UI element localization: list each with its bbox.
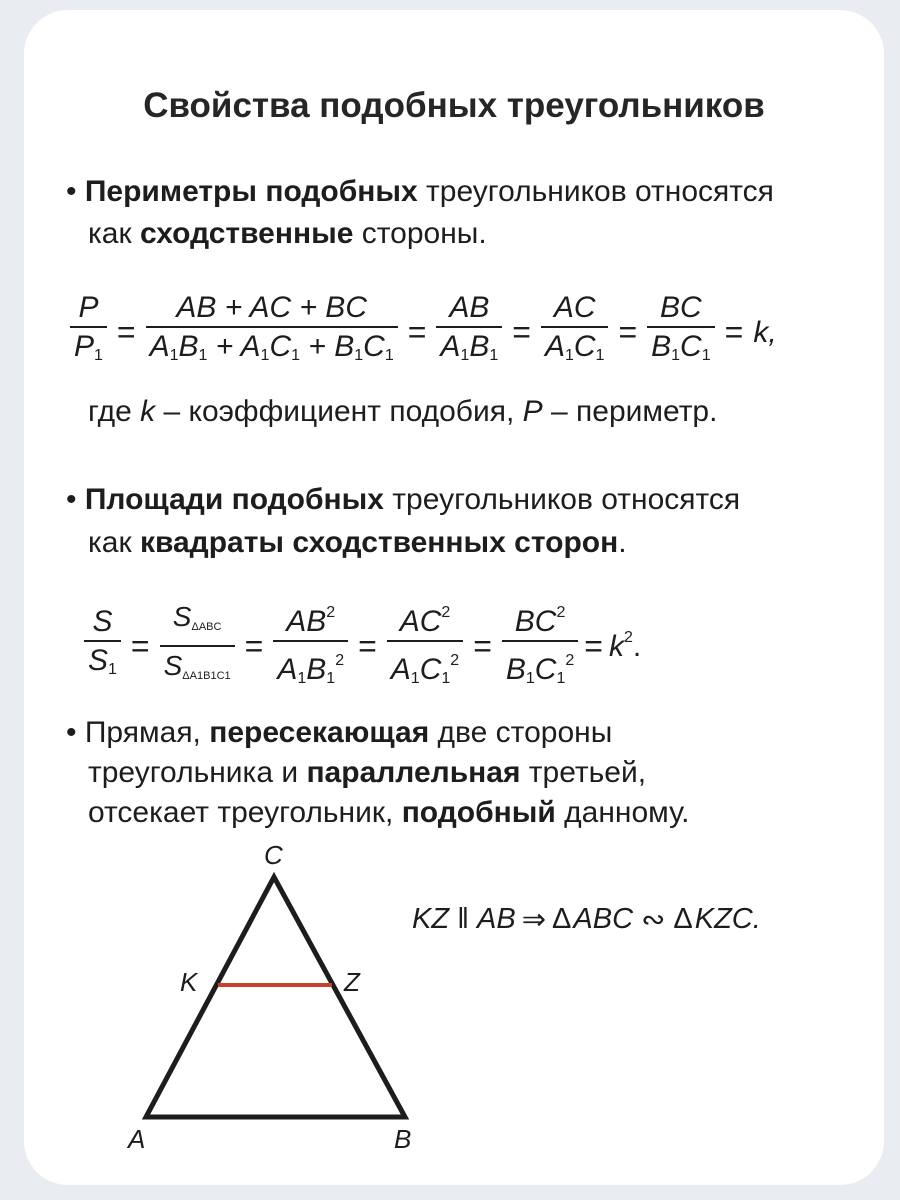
text: отсекает треугольник, xyxy=(88,796,402,829)
text: – периметр. xyxy=(542,395,718,428)
text: где xyxy=(88,395,141,428)
triangle-kzc-text: KZC. xyxy=(694,903,761,935)
equals-sign: = xyxy=(358,628,377,664)
bold-phrase: квадраты сходственных сторон xyxy=(139,526,619,559)
similar-symbol: ∾ xyxy=(641,904,666,936)
equals-sign: = xyxy=(407,314,427,350)
equals-sign: = xyxy=(473,628,492,664)
bold-phrase: Периметры подобных xyxy=(84,175,418,208)
numerator: AC xyxy=(553,291,596,324)
point-k-label: K xyxy=(180,967,198,997)
numerator: AB xyxy=(449,291,490,324)
denominator: $A_1B_1$ xyxy=(436,326,502,375)
equals-sign: = xyxy=(116,314,136,350)
text: третьей, xyxy=(520,756,647,789)
numerator: $BC^2$ xyxy=(514,604,566,638)
denominator: $B_1C_1$ xyxy=(647,326,715,375)
text: . xyxy=(618,526,627,559)
bold-phrase: параллельная xyxy=(306,756,521,789)
triangle-symbol: Δ xyxy=(552,903,572,935)
page-card xyxy=(24,10,884,1185)
text: две стороны xyxy=(429,716,613,749)
equals-sign: = xyxy=(584,628,603,664)
point-z-label: Z xyxy=(344,967,360,997)
bold-phrase: Площади подобных xyxy=(84,483,384,516)
denominator: $A_1C_1^2$ xyxy=(387,640,463,698)
numerator: S xyxy=(92,605,113,638)
bullet: • xyxy=(66,716,77,749)
coefficient-k: k, xyxy=(753,315,777,349)
vertex-a-label: A xyxy=(128,1124,146,1154)
triangle-diagram xyxy=(24,10,884,1185)
text: Прямая, xyxy=(76,716,210,749)
numerator: AB + AC + BC xyxy=(176,291,367,324)
equals-sign: = xyxy=(130,628,150,664)
equals-sign: = xyxy=(724,314,744,350)
similarity-relation xyxy=(412,902,761,937)
text: стороны. xyxy=(353,217,487,250)
denominator: $S_{\Delta A1B1C1}$ xyxy=(160,645,235,695)
text: данному. xyxy=(555,796,690,829)
vertex-b-label: B xyxy=(394,1124,412,1154)
denominator: $P_1$ xyxy=(70,326,107,375)
segment-kz-text: KZ xyxy=(412,903,450,935)
text: треугольников относятся xyxy=(383,483,741,516)
triangle-abc-text: ABC xyxy=(573,903,634,935)
equals-sign: = xyxy=(618,314,638,350)
denominator: $A_1C_1$ xyxy=(541,326,609,375)
numerator: $S_{\Delta ABC}$ xyxy=(172,600,222,633)
numerator: $AB^2$ xyxy=(286,604,336,638)
bold-phrase: подобный xyxy=(401,796,556,829)
equals-sign: = xyxy=(244,628,264,664)
denominator: $A_1B_1 + A_1C_1 + B_1C_1$ xyxy=(146,326,398,375)
var-p: P xyxy=(522,395,543,428)
numerator: $AC^2$ xyxy=(399,604,451,638)
triangle-symbol: Δ xyxy=(673,903,693,935)
text: треугольников относятся xyxy=(417,175,774,208)
k-squared: $k^2$. xyxy=(608,629,642,663)
bullet: • xyxy=(66,483,77,516)
implies-symbol: ⇒ xyxy=(521,904,547,936)
denominator: $A_1B_1^2$ xyxy=(273,640,348,698)
text: как xyxy=(88,526,140,559)
denominator: $B_1C_1^2$ xyxy=(502,640,578,698)
vertex-c-label: C xyxy=(264,840,283,870)
text: как xyxy=(88,217,140,250)
numerator: BC xyxy=(660,291,702,324)
parallel-symbol: ‖ xyxy=(457,903,470,935)
var-k: k xyxy=(140,395,156,428)
equals-sign: = xyxy=(512,314,531,350)
segment-ab-text: AB xyxy=(477,903,516,935)
denominator: $S_1$ xyxy=(84,640,121,689)
page-title: Свойства подобных треугольников xyxy=(143,86,765,125)
bullet: • xyxy=(66,175,77,208)
numerator: P xyxy=(78,291,99,324)
bold-phrase: сходственные xyxy=(139,217,354,250)
text: – коэффициент подобия, xyxy=(155,395,523,428)
text: треугольника и xyxy=(88,756,307,789)
bold-phrase: пересекающая xyxy=(209,716,430,749)
